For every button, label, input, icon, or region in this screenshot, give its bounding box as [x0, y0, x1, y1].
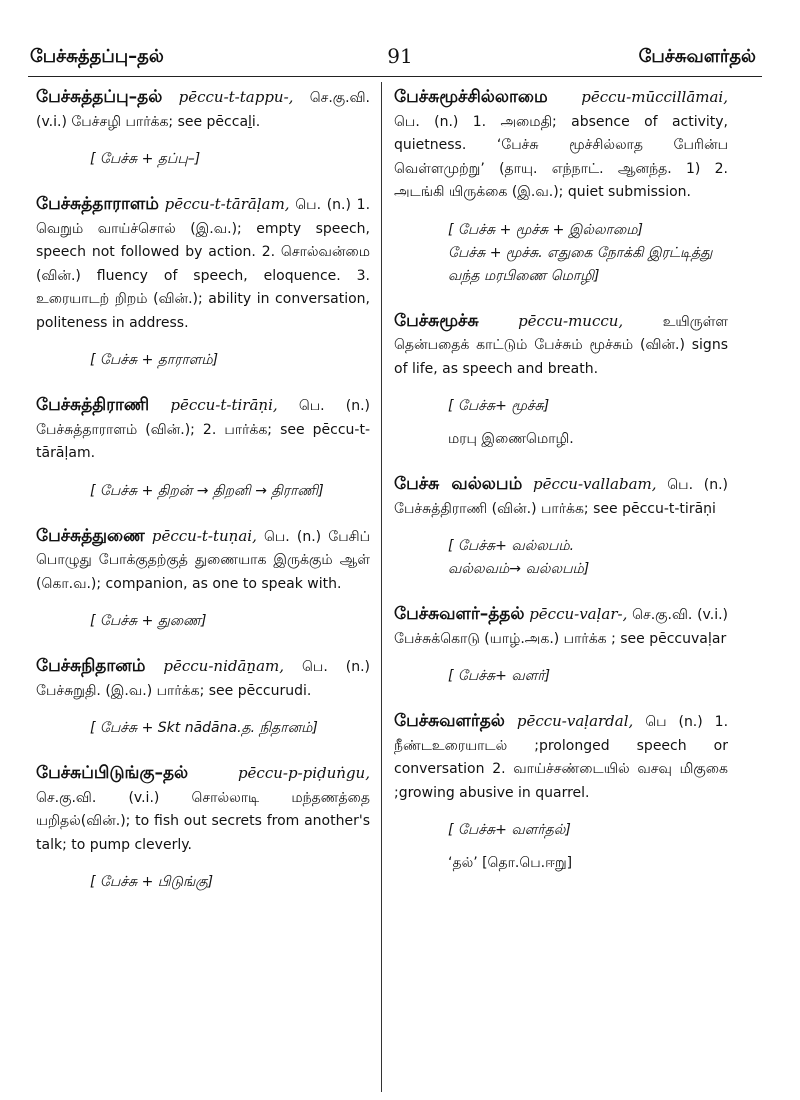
transliteration: pēccu-nidāṉam, [163, 657, 285, 675]
dictionary-entry [394, 86, 728, 288]
transliteration: pēccu-vallabam, [533, 475, 657, 493]
transliteration: pēccu-muccu, [518, 311, 624, 330]
headword: பேச்சுப்பிடுங்கு–தல் [36, 763, 189, 783]
header-rule [28, 76, 762, 77]
transliteration: pēccu-t-tappu-, [178, 88, 294, 106]
headword: பேச்சுவளர்–த்தல் [394, 604, 525, 624]
definition: பேச்சுறுதி. (இ.வ.) பார்க்க; see pēccurudi. [36, 682, 312, 699]
definition: பேச்சுத்திராணி (வின்.) பார்க்க; see pēccu-t-tirāṇi [394, 500, 716, 517]
dictionary-entry [36, 655, 370, 740]
etymology: [ பேச்சு + தப்பு–] [90, 151, 201, 167]
part-of-speech: செ.கு.வி. [632, 607, 693, 623]
definition: (v.i.) பேச்சழி பார்க்க; see pēccaḻi. [36, 113, 261, 130]
part-of-speech: பெ. (n.) [667, 477, 728, 493]
dictionary-entry [36, 525, 370, 634]
headword: பேச்சுநிதானம் [36, 656, 146, 676]
headword: பேச்சுத்தப்பு–தல் [36, 87, 163, 107]
part-of-speech: பெ. (n.) [263, 528, 322, 545]
etymology: [ பேச்சு + துணை] [90, 613, 207, 629]
page-header [0, 0, 800, 80]
headword: பேச்சுமூச்சு [394, 310, 479, 331]
etymology-line: பேச்சு + மூச்சு. எதுகை நோக்கி இரட்டித்து வந்த மரபிணை மொழி] [448, 244, 713, 284]
definition: 1. நீண்டஉரையாடல் ;prolonged speech or conversation 2. வாய்ச்சண்டையில் வசவு மிகுகை ;growing abusive in quarrel. [394, 714, 728, 801]
usage-note: ‘தல்’ [தொ.பெ.ஈறு] [448, 855, 573, 871]
dictionary-entry [36, 762, 370, 894]
definition: பெ. (n.) 1. அமைதி; absence of activity, quietness. ‘பேச்சு மூச்சில்லாத பேரின்ப வெள்ளமுற்று’ (தாயு. எந்நாட். ஆனந்த. 1) 2. அடங்கி யிருக்கை (இ.வ.); quiet submission. [394, 113, 728, 200]
etymology: [ பேச்சு+ வளர்] [448, 668, 551, 684]
definition: பேச்சுத்தாராளம் (வின்.); 2. பார்க்க; see pēccu-t-tārāḷam. [36, 421, 370, 461]
etymology: [ பேச்சு + திறன் → திறனி → திராணி] [90, 482, 324, 499]
definition: செ.கு.வி. (v.i.) சொல்லாடி மந்தணத்தை யறிதல்(வின்.); to fish out secrets from another's talk; to pump cleverly. [36, 789, 370, 853]
transliteration: pēccu-t-tuṇai, [151, 526, 257, 545]
dictionary-entry [394, 473, 728, 581]
definition: பேசிப் பொழுது போக்குதற்குத் துணையாக இருக்கும் ஆள் (கொ.வ.); companion, as one to speak with. [36, 528, 370, 592]
headword: பேச்சுமூச்சில்லாமை [394, 87, 548, 107]
right-column [394, 86, 728, 1080]
part-of-speech: பெ. (n.) [298, 398, 370, 414]
etymology [394, 219, 728, 288]
etymology: [ பேச்சு + தாராளம்] [90, 352, 219, 368]
running-head-right: பேச்சுவளர்தல் [638, 46, 756, 67]
part-of-speech: பெ (n.) [645, 714, 703, 730]
etymology: [ பேச்சு+ மூச்சு] [448, 398, 550, 414]
transliteration: pēccu-t-tārāḷam, [164, 195, 290, 213]
transliteration: pēccu-p-piḍuṅgu, [237, 764, 370, 782]
headword: பேச்சுத்திராணி [36, 395, 150, 415]
dictionary-entry [36, 394, 370, 503]
dictionary-entry [394, 710, 728, 875]
part-of-speech: செ.கு.வி. [309, 90, 370, 106]
definition: 1. வெறும் வாய்ச்சொல் (இ.வ.); empty speech, speech not followed by action. 2. சொல்வன்மை (வின்.) fluency of speech, eloquence. 3. உரையாடற் றிறம் (வின்.); ability in conversation, politeness in address. [36, 197, 370, 331]
etymology: [ பேச்சு + Skt nādāna.த. நிதானம்] [90, 720, 318, 736]
headword: பேச்சுத்துணை [36, 525, 145, 546]
dictionary-entry [36, 193, 370, 372]
dictionary-entry [36, 86, 370, 171]
left-column [36, 86, 370, 1080]
transliteration: pēccu-mūccillāmai, [581, 88, 728, 106]
definition: உயிருள்ள தென்பதைக் காட்டும் பேச்சும் மூச்சும் (வின்.) signs of life, as speech and breath. [394, 313, 728, 377]
etymology-line: வல்லவம்→ வல்லபம்] [448, 561, 590, 577]
part-of-speech: பெ. (n.) [302, 659, 370, 675]
page-number: 91 [387, 44, 413, 68]
transliteration: pēccu-vaḷardal, [516, 712, 634, 730]
usage-note: மரபு இணைமொழி. [448, 431, 574, 447]
etymology: [ பேச்சு + பிடுங்கு] [90, 874, 214, 890]
etymology [394, 535, 728, 581]
transliteration: pēccu-t-tirāṇi, [170, 396, 278, 414]
dictionary-entry [394, 310, 728, 452]
etymology: [ பேச்சு+ வளர்தல்] [448, 822, 571, 838]
etymology-line: [ பேச்சு + மூச்சு + இல்லாமை] [448, 221, 643, 238]
column-divider [381, 82, 382, 1092]
headword: பேச்சுவளர்தல் [394, 711, 505, 731]
dictionary-entry [394, 603, 728, 688]
transliteration: pēccu-vaḷar-, [529, 605, 628, 623]
definition: (v.i.) பேச்சுக்கொடு (யாழ்.அக.) பார்க்க ; see pēccuvaḷar [394, 607, 728, 647]
headword: பேச்சு வல்லபம் [394, 474, 523, 494]
running-head-left: பேச்சுத்தப்பு–தல் [30, 46, 164, 67]
etymology-line: [ பேச்சு+ வல்லபம். [448, 538, 575, 554]
headword: பேச்சுத்தாராளம் [36, 194, 159, 214]
part-of-speech: பெ. (n.) [295, 197, 351, 213]
